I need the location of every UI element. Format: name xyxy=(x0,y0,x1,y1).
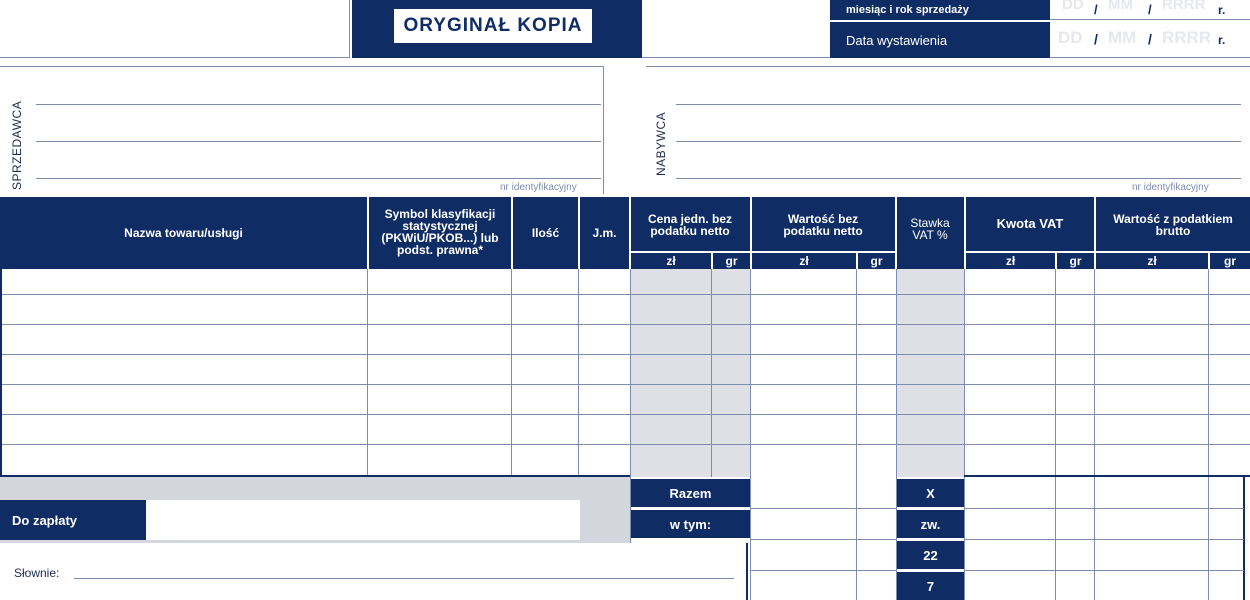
col-header-vat-amount: Kwota VAT xyxy=(996,216,1064,231)
sale-date-suffix: r. xyxy=(1218,3,1226,17)
seller-label: SPRZEDAWCA xyxy=(10,100,24,190)
col-header-unit: J.m. xyxy=(592,226,617,240)
vat-amount-gr: gr xyxy=(1069,254,1082,268)
issue-date-label-cell xyxy=(830,22,1050,58)
gross-value-zl: zł xyxy=(1147,254,1157,268)
buyer-box xyxy=(646,66,1250,194)
col-header-symbol: Symbol klasyfikacji statystycznej (PKWiU/PKOB...) lub podst. prawna* xyxy=(381,207,499,257)
sale-date-label-cell xyxy=(830,0,1050,20)
table-row[interactable] xyxy=(0,324,1250,325)
vat-rate-shade xyxy=(897,269,964,477)
seller-id-label: nr identyfikacyjny xyxy=(500,182,577,193)
net-value-gr: gr xyxy=(870,254,883,268)
to-pay-field[interactable] xyxy=(146,500,580,540)
issue-date-slash-2: / xyxy=(1148,31,1152,47)
issue-date-dd: DD xyxy=(1058,28,1083,47)
unit-price-shade xyxy=(631,269,750,477)
copy-label-box xyxy=(394,9,592,43)
sale-date-label: miesiąc i rok sprzedaży xyxy=(846,4,969,16)
to-pay-label-cell xyxy=(0,500,146,540)
buyer-line-2[interactable] xyxy=(676,141,1241,142)
table-row[interactable] xyxy=(0,294,1250,295)
in-words-area xyxy=(0,543,748,600)
sale-date-slash-1: / xyxy=(1094,2,1098,17)
sale-date-field[interactable] xyxy=(1050,0,1250,20)
seller-box xyxy=(0,66,604,194)
col-header-net-value: Wartość bez podatku netto xyxy=(783,212,863,238)
seller-line-2[interactable] xyxy=(36,141,601,142)
w-tym-label: w tym: xyxy=(631,510,750,538)
issue-date-mm: MM xyxy=(1108,28,1137,47)
table-row[interactable] xyxy=(0,414,1250,415)
rate-zw: zw. xyxy=(897,510,964,538)
col-header-qty: Ilość xyxy=(531,226,560,240)
in-words-line[interactable] xyxy=(74,578,734,579)
issue-date-suffix: r. xyxy=(1218,33,1226,47)
top-mid-box xyxy=(642,0,830,58)
net-value-zl: zł xyxy=(799,254,809,268)
table-row[interactable] xyxy=(0,354,1250,355)
sale-date-mm: MM xyxy=(1108,0,1133,13)
issue-date-field[interactable] xyxy=(1050,22,1250,58)
summary-row[interactable] xyxy=(964,570,1244,571)
top-left-box xyxy=(0,0,350,58)
copy-label: ORYGINAŁ KOPIA xyxy=(403,15,583,36)
copy-banner xyxy=(352,0,642,58)
vat-amount-zl: zł xyxy=(1005,254,1016,268)
seller-line-1[interactable] xyxy=(36,104,601,105)
buyer-id-label: nr identyfikacyjny xyxy=(1132,182,1209,193)
rate-22: 22 xyxy=(897,541,964,569)
buyer-line-3[interactable] xyxy=(676,178,1241,179)
unit-price-gr: gr xyxy=(725,254,738,268)
buyer-line-1[interactable] xyxy=(676,104,1241,105)
table-row[interactable] xyxy=(0,444,1250,445)
buyer-label: NABYWCA xyxy=(654,111,668,176)
summary-row[interactable] xyxy=(964,539,1244,540)
table-body xyxy=(0,269,1250,477)
col-header-unit-price: Cena jedn. bez podatku netto xyxy=(647,212,733,238)
unit-price-zl: zł xyxy=(666,254,676,268)
rate-x: X xyxy=(897,479,964,507)
table-row[interactable] xyxy=(0,384,1250,385)
sale-date-yyyy: RRRR xyxy=(1162,0,1206,13)
summary-row[interactable] xyxy=(750,508,896,509)
seller-line-3[interactable] xyxy=(36,178,601,179)
razem-label: Razem xyxy=(631,479,750,507)
issue-date-slash-1: / xyxy=(1094,31,1098,47)
issue-date-label: Data wystawienia xyxy=(846,32,948,48)
to-pay-label: Do zapłaty xyxy=(12,512,78,528)
sale-date-slash-2: / xyxy=(1148,2,1152,17)
in-words-label: Słownie: xyxy=(14,566,60,580)
col-header-vat-rate: Stawka VAT % xyxy=(910,216,950,242)
summary-row[interactable] xyxy=(750,570,896,571)
col-header-name: Nazwa towaru/usługi xyxy=(124,226,243,240)
summary-row[interactable] xyxy=(964,508,1244,509)
gross-value-gr: gr xyxy=(1224,254,1236,268)
issue-date-yyyy: RRRR xyxy=(1162,28,1212,47)
summary-row[interactable] xyxy=(750,539,896,540)
col-header-gross-value: Wartość z podatkiem brutto xyxy=(1113,212,1233,238)
rate-7: 7 xyxy=(897,572,964,600)
sale-date-dd: DD xyxy=(1062,0,1084,13)
